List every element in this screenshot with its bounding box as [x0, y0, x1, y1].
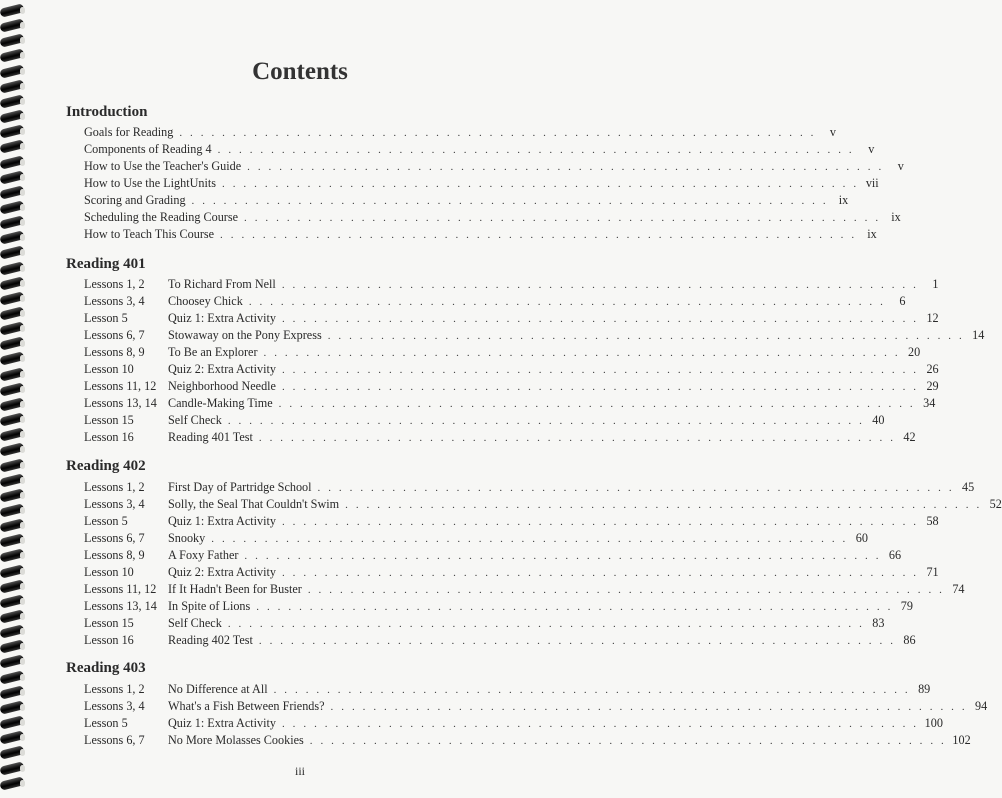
dot-leader: . . . . . . . . . . . . . . . . . . . . . . . . . . . . . . . . . . . . . . . . . . . . . . . . . . . . . . . . . . . .	[273, 684, 911, 696]
page-number: v	[829, 125, 837, 139]
page-number: ix	[838, 193, 849, 207]
dot-leader: . . . . . . . . . . . . . . . . . . . . . . . . . . . . . . . . . . . . . . . . . . . . . . . . . . . . . . . . . . . .	[281, 381, 919, 393]
page-number: 74	[952, 582, 965, 596]
entry-title: How to Use the LightUnits	[84, 176, 217, 190]
dot-leader: . . . . . . . . . . . . . . . . . . . . . . . . . . . . . . . . . . . . . . . . . . . . . . . . . . . . . . . . . . . .	[327, 330, 965, 342]
toc-entry	[84, 681, 931, 698]
entry-title: A Foxy Father	[168, 548, 239, 562]
lesson-label: Lesson 5	[84, 514, 128, 528]
toc-entry	[84, 361, 939, 378]
lesson-label: Lessons 6, 7	[84, 531, 145, 545]
lesson-label: Lesson 15	[84, 413, 134, 427]
dot-leader: . . . . . . . . . . . . . . . . . . . . . . . . . . . . . . . . . . . . . . . . . . . . . . . . . . . . . . . . . . . .	[258, 635, 896, 647]
dot-leader: . . . . . . . . . . . . . . . . . . . . . . . . . . . . . . . . . . . . . . . . . . . . . . . . . . . . . . . . . . . .	[281, 516, 919, 528]
toc-entry	[84, 429, 916, 446]
dot-leader: . . . . . . . . . . . . . . . . . . . . . . . . . . . . . . . . . . . . . . . . . . . . . . . . . . . . . . . . . . . .	[179, 127, 817, 139]
lesson-label: Lessons 3, 4	[84, 294, 145, 308]
dot-leader: . . . . . . . . . . . . . . . . . . . . . . . . . . . . . . . . . . . . . . . . . . . . . . . . . . . . . . . . . . . .	[211, 533, 848, 545]
dot-leader: . . . . . . . . . . . . . . . . . . . . . . . . . . . . . . . . . . . . . . . . . . . . . . . . . . . . . . . . . . . .	[281, 313, 919, 325]
page-number: 94	[975, 699, 988, 713]
entry-title: Snooky	[168, 531, 206, 545]
entry-title: Quiz 2: Extra Activity	[168, 565, 276, 579]
page-number: 34	[923, 396, 936, 410]
toc-entry	[84, 158, 904, 175]
entry-title: No Difference at All	[168, 682, 268, 696]
toc-entry	[84, 226, 877, 243]
toc-entry	[84, 530, 868, 547]
dot-leader: . . . . . . . . . . . . . . . . . . . . . . . . . . . . . . . . . . . . . . . . . . . . . . . . . . . . . . . . . . . .	[278, 398, 916, 410]
lesson-label: Lessons 11, 12	[84, 582, 157, 596]
toc-entry	[84, 395, 936, 412]
toc-entry	[84, 715, 943, 732]
entry-title: To Be an Explorer	[168, 345, 258, 359]
entry-title: How to Teach This Course	[84, 227, 215, 241]
toc-entry	[84, 732, 971, 749]
toc-entry	[84, 192, 849, 209]
dot-leader: . . . . . . . . . . . . . . . . . . . . . . . . . . . . . . . . . . . . . . . . . . . . . . . . . . . . . . . . . . . .	[263, 347, 901, 359]
toc-entry	[84, 598, 913, 615]
lesson-label: Lessons 13, 14	[84, 599, 157, 613]
toc-entry	[84, 327, 985, 344]
lesson-label: Lessons 3, 4	[84, 699, 145, 713]
entry-title: How to Use the Teacher's Guide	[84, 159, 242, 173]
page-number: 83	[872, 616, 885, 630]
toc-entry	[84, 698, 988, 715]
page-number: 58	[926, 514, 939, 528]
entry-title: What's a Fish Between Friends?	[168, 699, 325, 713]
lesson-label: Lessons 8, 9	[84, 345, 145, 359]
entry-title: Neighborhood Needle	[168, 379, 276, 393]
toc-entry	[84, 378, 939, 395]
toc-entry	[84, 479, 975, 496]
lesson-label: Lessons 1, 2	[84, 480, 145, 494]
dot-leader: . . . . . . . . . . . . . . . . . . . . . . . . . . . . . . . . . . . . . . . . . . . . . . . . . . . . . . . . . . . .	[222, 178, 859, 190]
dot-leader: . . . . . . . . . . . . . . . . . . . . . . . . . . . . . . . . . . . . . . . . . . . . . . . . . . . . . . . . . . . .	[244, 550, 882, 562]
lesson-label: Lesson 10	[84, 565, 134, 579]
page-number: 89	[918, 682, 931, 696]
toc-entry	[84, 615, 885, 632]
entry-title: To Richard From Nell	[168, 277, 276, 291]
page-number: ix	[867, 227, 877, 241]
toc-entry	[84, 124, 837, 141]
page-number: ix	[891, 210, 901, 224]
dot-leader: . . . . . . . . . . . . . . . . . . . . . . . . . . . . . . . . . . . . . . . . . . . . . . . . . . . . . . . . . . . .	[256, 601, 893, 613]
lesson-label: Lesson 16	[84, 430, 134, 444]
page-number: 12	[926, 311, 939, 325]
page-number: 14	[972, 328, 985, 342]
entry-title: In Spite of Lions	[168, 599, 251, 613]
toc-entry	[84, 496, 1002, 513]
page-number: 52	[989, 497, 1002, 511]
page-number: 1	[932, 277, 939, 291]
page-number: 40	[872, 413, 885, 427]
page-number: 100	[924, 716, 943, 730]
entry-title: Self Check	[168, 616, 222, 630]
entry-title: Self Check	[168, 413, 222, 427]
footer-page-number: iii	[294, 764, 305, 778]
section-heading-reading-402: Reading 402	[66, 458, 146, 474]
entry-title: Reading 402 Test	[168, 633, 253, 647]
dot-leader: . . . . . . . . . . . . . . . . . . . . . . . . . . . . . . . . . . . . . . . . . . . . . . . . . . . . . . . . . . . .	[281, 718, 919, 730]
dot-leader: . . . . . . . . . . . . . . . . . . . . . . . . . . . . . . . . . . . . . . . . . . . . . . . . . . . . . . . . . . . .	[281, 364, 919, 376]
toc-entry	[84, 632, 916, 649]
page-number: v	[868, 142, 875, 156]
toc-entry	[84, 209, 901, 226]
page-number: 6	[899, 294, 906, 308]
toc-entry	[84, 412, 885, 429]
page-number: 79	[900, 599, 913, 613]
entry-title: Choosey Chick	[168, 294, 243, 308]
page-number: 60	[855, 531, 868, 545]
dot-leader: . . . . . . . . . . . . . . . . . . . . . . . . . . . . . . . . . . . . . . . . . . . . . . . . . . . . . . . . . . . .	[281, 567, 919, 579]
dot-leader: . . . . . . . . . . . . . . . . . . . . . . . . . . . . . . . . . . . . . . . . . . . . . . . . . . . . . . . . . . . .	[258, 432, 896, 444]
dot-leader: . . . . . . . . . . . . . . . . . . . . . . . . . . . . . . . . . . . . . . . . . . . . . . . . . . . . . . . . . . . .	[345, 499, 982, 511]
entry-title: Goals for Reading	[84, 125, 174, 139]
lesson-label: Lesson 5	[84, 311, 128, 325]
entry-title: Quiz 1: Extra Activity	[168, 514, 276, 528]
page-number: vii	[865, 176, 879, 190]
page-number: v	[897, 159, 904, 173]
page-title: Contents	[252, 58, 348, 85]
lesson-label: Lessons 1, 2	[84, 682, 145, 696]
dot-leader: . . . . . . . . . . . . . . . . . . . . . . . . . . . . . . . . . . . . . . . . . . . . . . . . . . . . . . . . . . . .	[247, 161, 884, 173]
lesson-label: Lessons 8, 9	[84, 548, 145, 562]
entry-title: Scheduling the Reading Course	[84, 210, 239, 224]
lesson-label: Lessons 6, 7	[84, 328, 145, 342]
toc-entry	[84, 310, 939, 327]
section-heading-introduction: Introduction	[66, 104, 148, 120]
dot-leader: . . . . . . . . . . . . . . . . . . . . . . . . . . . . . . . . . . . . . . . . . . . . . . . . . . . . . . . . . . . .	[317, 482, 955, 494]
dot-leader: . . . . . . . . . . . . . . . . . . . . . . . . . . . . . . . . . . . . . . . . . . . . . . . . . . . . . . . . . . . .	[307, 584, 945, 596]
entry-title: Solly, the Seal That Couldn't Swim	[168, 497, 340, 511]
lesson-label: Lessons 3, 4	[84, 497, 145, 511]
page-number: 20	[907, 345, 921, 359]
lesson-label: Lesson 15	[84, 616, 134, 630]
section-heading-reading-401: Reading 401	[66, 256, 146, 272]
entry-title: Scoring and Grading	[84, 193, 186, 207]
toc-entry	[84, 513, 939, 530]
toc-entry	[84, 581, 965, 598]
section-heading-reading-403: Reading 403	[66, 660, 146, 676]
dot-leader: . . . . . . . . . . . . . . . . . . . . . . . . . . . . . . . . . . . . . . . . . . . . . . . . . . . . . . . . . . . .	[281, 279, 919, 291]
toc-entry	[84, 547, 902, 564]
lesson-label: Lesson 10	[84, 362, 134, 376]
entry-title: If It Hadn't Been for Buster	[168, 582, 302, 596]
dot-leader: . . . . . . . . . . . . . . . . . . . . . . . . . . . . . . . . . . . . . . . . . . . . . . . . . . . . . . . . . . . .	[220, 229, 857, 241]
lesson-label: Lesson 5	[84, 716, 128, 730]
page-number: 26	[926, 362, 939, 376]
lesson-label: Lessons 6, 7	[84, 733, 145, 747]
dot-leader: . . . . . . . . . . . . . . . . . . . . . . . . . . . . . . . . . . . . . . . . . . . . . . . . . . . . . . . . . . . .	[191, 195, 829, 207]
page-number: 66	[888, 548, 902, 562]
entry-title: Reading 401 Test	[168, 430, 253, 444]
dot-leader: . . . . . . . . . . . . . . . . . . . . . . . . . . . . . . . . . . . . . . . . . . . . . . . . . . . . . . . . . . . .	[248, 296, 886, 308]
entry-title: Quiz 2: Extra Activity	[168, 362, 276, 376]
page-number: 71	[926, 565, 939, 579]
lesson-label: Lessons 1, 2	[84, 277, 145, 291]
toc-entry	[84, 276, 939, 293]
lesson-label: Lesson 16	[84, 633, 134, 647]
entry-title: First Day of Partridge School	[168, 480, 312, 494]
page-number: 42	[903, 430, 916, 444]
toc-entry	[84, 344, 921, 361]
toc-entry	[84, 564, 939, 581]
toc-entry	[84, 293, 906, 310]
lesson-label: Lessons 13, 14	[84, 396, 157, 410]
lesson-label: Lessons 11, 12	[84, 379, 157, 393]
toc-entry	[84, 141, 875, 158]
entry-title: Components of Reading 4	[84, 142, 212, 156]
page-number: 45	[962, 480, 975, 494]
entry-title: Candle-Making Time	[168, 396, 273, 410]
dot-leader: . . . . . . . . . . . . . . . . . . . . . . . . . . . . . . . . . . . . . . . . . . . . . . . . . . . . . . . . . . . .	[309, 735, 947, 747]
entry-title: Quiz 1: Extra Activity	[168, 311, 276, 325]
dot-leader: . . . . . . . . . . . . . . . . . . . . . . . . . . . . . . . . . . . . . . . . . . . . . . . . . . . . . . . . . . . .	[227, 618, 865, 630]
page-number: 102	[952, 733, 971, 747]
page-number: 86	[903, 633, 916, 647]
dot-leader: . . . . . . . . . . . . . . . . . . . . . . . . . . . . . . . . . . . . . . . . . . . . . . . . . . . . . . . . . . . .	[217, 144, 855, 156]
page-number: 29	[926, 379, 939, 393]
dot-leader: . . . . . . . . . . . . . . . . . . . . . . . . . . . . . . . . . . . . . . . . . . . . . . . . . . . . . . . . . . . .	[227, 415, 865, 427]
toc-entry	[84, 175, 879, 192]
dot-leader: . . . . . . . . . . . . . . . . . . . . . . . . . . . . . . . . . . . . . . . . . . . . . . . . . . . . . . . . . . . .	[244, 212, 881, 224]
entry-title: Stowaway on the Pony Express	[168, 328, 322, 342]
dot-leader: . . . . . . . . . . . . . . . . . . . . . . . . . . . . . . . . . . . . . . . . . . . . . . . . . . . . . . . . . . . .	[330, 701, 968, 713]
entry-title: No More Molasses Cookies	[168, 733, 304, 747]
entry-title: Quiz 1: Extra Activity	[168, 716, 276, 730]
